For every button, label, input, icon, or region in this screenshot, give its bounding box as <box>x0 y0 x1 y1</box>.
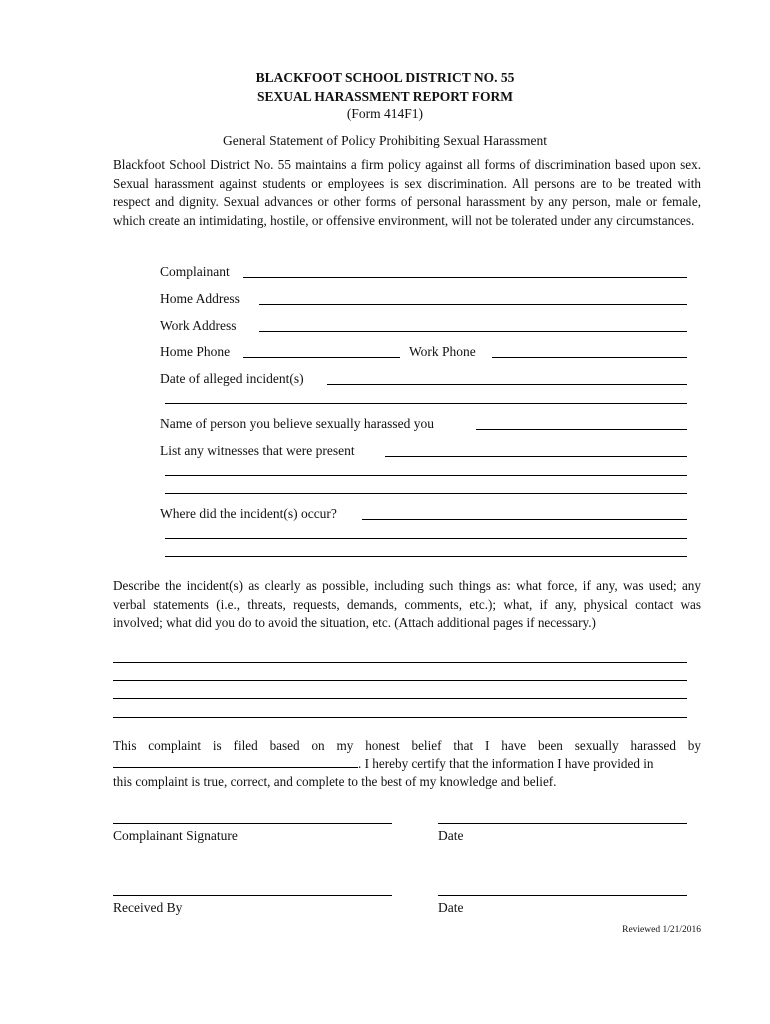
complainant-label: Complainant <box>160 264 230 279</box>
harasser-label: Name of person you believe sexually harassed you <box>160 416 435 431</box>
location-line-2[interactable] <box>165 538 687 539</box>
reviewed-date: Reviewed 1/21/2016 <box>622 925 701 935</box>
home-phone-label: Home Phone <box>160 344 231 359</box>
work-address-label: Work Address <box>160 318 237 333</box>
certification-line-1: This complaint is filed based on my honest belief that I have been sexually harassed by <box>113 738 701 753</box>
home-phone-line[interactable] <box>243 357 400 358</box>
work-phone-label: Work Phone <box>409 344 476 359</box>
complainant-signature-line[interactable] <box>113 823 392 824</box>
date-label-2: Date <box>438 900 464 915</box>
district-title: BLACKFOOT SCHOOL DISTRICT NO. 55 <box>255 70 515 85</box>
witnesses-line-2[interactable] <box>165 475 687 476</box>
describe-line-4[interactable] <box>113 717 687 718</box>
work-address-line[interactable] <box>259 331 687 332</box>
date-label-1: Date <box>438 828 464 843</box>
form-number: (Form 414F1) <box>346 106 424 121</box>
describe-line-1[interactable] <box>113 662 687 663</box>
work-phone-line[interactable] <box>492 357 687 358</box>
describe-paragraph: Describe the incident(s) as clearly as possible, including such things as: what force, if any, was used; any verbal statements (i.e., threats, requests, demands, comments, etc.); what, if any, physical contact was involved; what did you do to avoid the situation, etc. (Attach additional pages if necessary.) <box>113 578 701 630</box>
policy-heading: General Statement of Policy Prohibiting Sexual Harassment <box>223 133 547 148</box>
harasser-line[interactable] <box>476 429 687 430</box>
date-line-1[interactable] <box>438 823 687 824</box>
accused-name-blank[interactable] <box>113 755 358 768</box>
date-incident-line[interactable] <box>327 384 687 385</box>
date-incident-label: Date of alleged incident(s) <box>160 371 304 386</box>
policy-paragraph: Blackfoot School District No. 55 maintains a firm policy against all forms of discrimination based upon sex. Sexual harassment against students or employees is sex discrimination. All persons are to be treated with respect and dignity. Sexual advances or other forms of personal harassment by any person, male or female, which create an intimidating, hostile, or offensive environment, will not be tolerated under any circumstances. <box>113 157 701 228</box>
witnesses-line[interactable] <box>385 456 687 457</box>
witnesses-line-3[interactable] <box>165 493 687 494</box>
witnesses-label: List any witnesses that were present <box>160 443 355 458</box>
location-line-3[interactable] <box>165 556 687 557</box>
date-line-2[interactable] <box>438 895 687 896</box>
received-by-line[interactable] <box>113 895 392 896</box>
home-address-label: Home Address <box>160 291 240 306</box>
certification-line-3: this complaint is true, correct, and complete to the best of my knowledge and belief. <box>113 774 557 789</box>
home-address-line[interactable] <box>259 304 687 305</box>
certification-part2: . I hereby certify that the information I have provided in <box>358 756 654 771</box>
complainant-line[interactable] <box>243 277 687 278</box>
location-line[interactable] <box>362 519 687 520</box>
location-label: Where did the incident(s) occur? <box>160 506 337 521</box>
describe-line-3[interactable] <box>113 698 687 699</box>
form-title: SEXUAL HARASSMENT REPORT FORM <box>257 89 513 104</box>
describe-line-2[interactable] <box>113 680 687 681</box>
certification-line-2 <box>113 755 701 774</box>
received-by-label: Received By <box>113 900 183 915</box>
date-incident-line-2[interactable] <box>165 403 687 404</box>
complainant-signature-label: Complainant Signature <box>113 828 238 843</box>
